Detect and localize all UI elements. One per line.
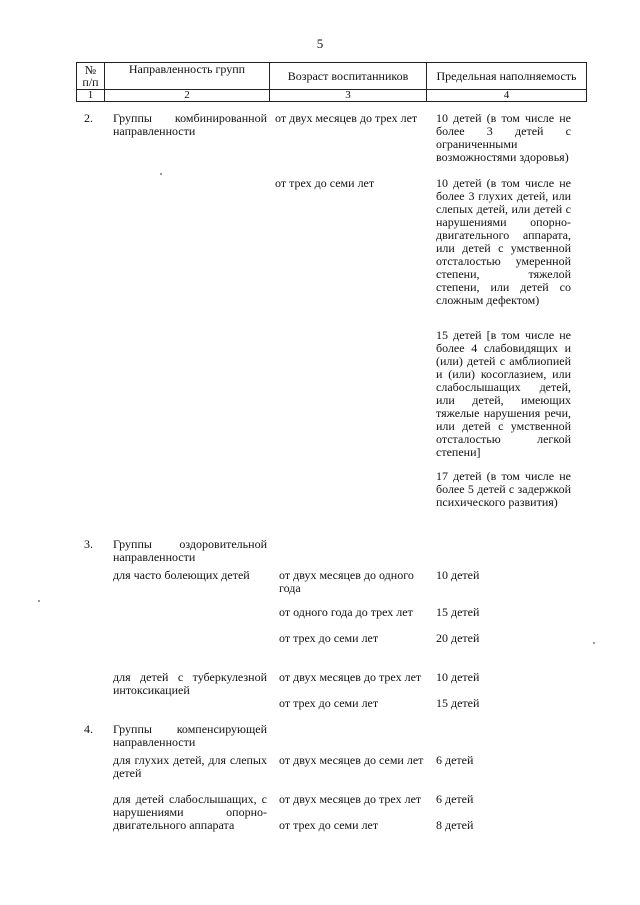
capacity: 15 детей <box>436 605 480 619</box>
capacity: 10 детей <box>436 568 480 582</box>
header-capacity: Предельная наполняемость <box>427 63 587 90</box>
scan-speck <box>160 173 162 175</box>
age-range: от одного года до трех лет <box>279 605 413 619</box>
capacity: 8 детей <box>436 818 474 832</box>
scan-speck <box>38 600 40 602</box>
capacity: 10 детей <box>436 670 480 684</box>
age-range: от трех до семи лет <box>275 176 375 190</box>
header-direction: Направленность групп <box>105 63 270 90</box>
age-range: от двух месяцев до трех лет <box>279 670 422 684</box>
header-col-index: 1 <box>77 90 105 102</box>
age-range: от трех до семи лет <box>279 818 379 832</box>
row-number: 3. <box>84 537 93 551</box>
age-range: от двух месяцев до трех лет <box>275 111 418 125</box>
age-range: от трех до семи лет <box>279 696 379 710</box>
header-age: Возраст воспитанников <box>270 63 427 90</box>
capacity: 20 детей <box>436 631 480 645</box>
age-range: от двух месяцев до трех лет <box>279 792 422 806</box>
capacity: 6 детей <box>436 753 474 767</box>
row-number: 2. <box>84 111 93 125</box>
subgroup-title: для детей с туберкулезной интоксикацией <box>113 670 267 697</box>
scan-speck <box>593 642 595 644</box>
group-title: Группы комбинированной направленности <box>113 111 267 138</box>
subgroup-title: для часто болеющих детей <box>113 568 250 582</box>
header-col-index: 3 <box>270 90 427 102</box>
header-col-index: 4 <box>427 90 587 102</box>
capacity: 10 детей (в том числе не более 3 детей с ограниченными возможностями здоровья) <box>436 111 571 164</box>
header-number: № п/п <box>77 63 105 90</box>
subgroup-title: для глухих детей, для слепых детей <box>113 753 267 780</box>
age-range: от двух месяцев до одного года <box>279 568 414 595</box>
header-col-index: 2 <box>105 90 270 102</box>
capacity: 6 детей <box>436 792 474 806</box>
age-range: от трех до семи лет <box>279 631 379 645</box>
capacity: 10 детей (в том числе не более 3 глухих детей, или слепых детей, или детей с нарушениями опорно-двигательного аппарата, или детей с умственной отсталостью умеренной степени, тяжелой степени, или детей со сложным дефектом) <box>436 176 571 307</box>
capacity: 15 детей <box>436 696 480 710</box>
group-title: Группы компенсирующей направленности <box>113 722 267 749</box>
subgroup-title: для детей слабослышащих, с нарушениями опорно-двигательного аппарата <box>113 792 267 832</box>
page-number: 5 <box>316 36 324 51</box>
table-header <box>76 62 587 102</box>
age-range: от двух месяцев до семи лет <box>279 753 424 767</box>
capacity: 17 детей (в том числе не более 5 детей с задержкой психического развития) <box>436 469 571 509</box>
row-number: 4. <box>84 722 93 736</box>
group-title: Группы оздоровительной направленности <box>113 537 267 564</box>
capacity: 15 детей [в том числе не более 4 слабовидящих и (или) детей с амблиопией и (или) косоглазием, или слабослышащих детей, или детей, имеющих тяжелые нарушения речи, или детей с умственной отсталостью легкой степени] <box>436 328 571 459</box>
